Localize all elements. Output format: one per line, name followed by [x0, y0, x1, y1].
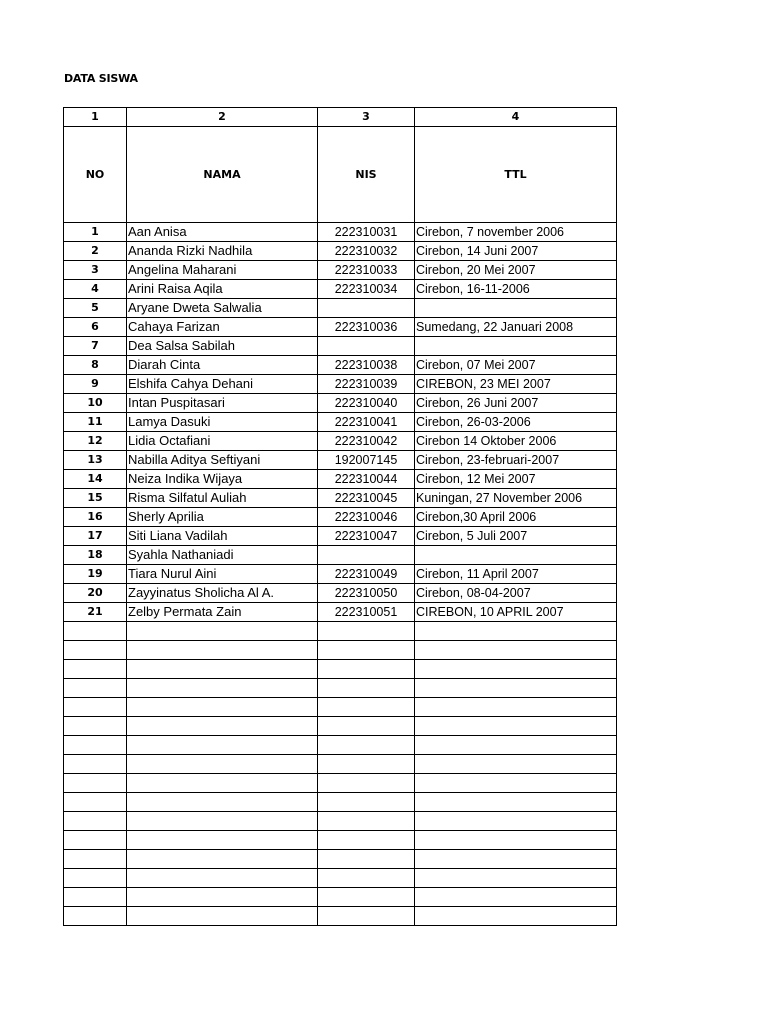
- cell-no: 13: [64, 451, 127, 470]
- cell-ttl: [415, 774, 617, 793]
- table-row: [64, 242, 617, 261]
- cell-ttl: [415, 641, 617, 660]
- table-row: [64, 337, 617, 356]
- cell-nis: 192007145: [318, 451, 415, 470]
- cell-ttl: [415, 793, 617, 812]
- cell-ttl: Cirebon, 08-04-2007: [415, 584, 617, 603]
- cell-ttl: Cirebon, 5 Juli 2007: [415, 527, 617, 546]
- cell-ttl: Cirebon, 07 Mei 2007: [415, 356, 617, 375]
- cell-nama: Zelby Permata Zain: [127, 603, 318, 622]
- table-row: [64, 413, 617, 432]
- cell-ttl: Cirebon,30 April 2006: [415, 508, 617, 527]
- cell-ttl: [415, 888, 617, 907]
- cell-nama: Ananda Rizki Nadhila: [127, 242, 318, 261]
- cell-nama: [127, 641, 318, 660]
- cell-nama: Intan Puspitasari: [127, 394, 318, 413]
- cell-ttl: Cirebon 14 Oktober 2006: [415, 432, 617, 451]
- table-row: [64, 907, 617, 926]
- cell-nis: 222310039: [318, 375, 415, 394]
- cell-ttl: CIREBON, 10 APRIL 2007: [415, 603, 617, 622]
- cell-ttl: [415, 337, 617, 356]
- cell-no: 21: [64, 603, 127, 622]
- table-row: [64, 451, 617, 470]
- cell-nis: [318, 907, 415, 926]
- header-ttl: TTL: [415, 127, 617, 223]
- cell-ttl: Cirebon, 12 Mei 2007: [415, 470, 617, 489]
- header-nis: NIS: [318, 127, 415, 223]
- table-row: [64, 660, 617, 679]
- cell-nama: Zayyinatus Sholicha Al A.: [127, 584, 318, 603]
- cell-nis: 222310033: [318, 261, 415, 280]
- table-row: [64, 622, 617, 641]
- cell-no: 18: [64, 546, 127, 565]
- cell-nama: [127, 831, 318, 850]
- table-row: [64, 736, 617, 755]
- cell-ttl: [415, 546, 617, 565]
- cell-ttl: [415, 755, 617, 774]
- cell-no: [64, 888, 127, 907]
- table-row: [64, 717, 617, 736]
- cell-no: 3: [64, 261, 127, 280]
- cell-nis: 222310041: [318, 413, 415, 432]
- cell-nama: [127, 774, 318, 793]
- table-row: [64, 641, 617, 660]
- cell-nis: [318, 755, 415, 774]
- cell-nama: Lamya Dasuki: [127, 413, 318, 432]
- cell-ttl: [415, 831, 617, 850]
- cell-no: [64, 698, 127, 717]
- cell-nama: [127, 698, 318, 717]
- cell-nis: [318, 717, 415, 736]
- cell-no: 10: [64, 394, 127, 413]
- table-row: [64, 888, 617, 907]
- cell-nama: [127, 793, 318, 812]
- table-row: [64, 508, 617, 527]
- table-row: [64, 565, 617, 584]
- table-row: [64, 375, 617, 394]
- page-title: DATA SISWA: [64, 72, 138, 85]
- cell-no: 9: [64, 375, 127, 394]
- header-row: [64, 127, 617, 223]
- cell-ttl: Kuningan, 27 November 2006: [415, 489, 617, 508]
- cell-nama: Risma Silfatul Auliah: [127, 489, 318, 508]
- cell-nama: Arini Raisa Aqila: [127, 280, 318, 299]
- cell-no: 17: [64, 527, 127, 546]
- table-row: [64, 432, 617, 451]
- cell-nis: 222310038: [318, 356, 415, 375]
- cell-nis: [318, 831, 415, 850]
- cell-no: 1: [64, 223, 127, 242]
- cell-no: [64, 679, 127, 698]
- cell-nama: Elshifa Cahya Dehani: [127, 375, 318, 394]
- cell-no: 4: [64, 280, 127, 299]
- cell-ttl: [415, 717, 617, 736]
- header-nama: NAMA: [127, 127, 318, 223]
- cell-ttl: Cirebon, 14 Juni 2007: [415, 242, 617, 261]
- cell-nis: 222310040: [318, 394, 415, 413]
- cell-no: 19: [64, 565, 127, 584]
- cell-nama: [127, 907, 318, 926]
- cell-no: [64, 907, 127, 926]
- cell-nis: [318, 888, 415, 907]
- cell-nama: Aan Anisa: [127, 223, 318, 242]
- cell-nama: Cahaya Farizan: [127, 318, 318, 337]
- cell-ttl: Cirebon, 20 Mei 2007: [415, 261, 617, 280]
- cell-nis: [318, 679, 415, 698]
- cell-nama: Siti Liana Vadilah: [127, 527, 318, 546]
- table-row: [64, 527, 617, 546]
- table-row: [64, 774, 617, 793]
- column-number-row: [64, 108, 617, 127]
- cell-nama: [127, 660, 318, 679]
- cell-nama: Neiza Indika Wijaya: [127, 470, 318, 489]
- cell-no: 6: [64, 318, 127, 337]
- cell-nis: 222310044: [318, 470, 415, 489]
- cell-nis: 222310047: [318, 527, 415, 546]
- cell-nama: [127, 622, 318, 641]
- cell-nis: [318, 774, 415, 793]
- cell-no: 7: [64, 337, 127, 356]
- table-row: [64, 812, 617, 831]
- cell-nis: [318, 622, 415, 641]
- cell-no: [64, 755, 127, 774]
- cell-no: 15: [64, 489, 127, 508]
- cell-ttl: [415, 907, 617, 926]
- table-row: [64, 470, 617, 489]
- column-number-1: 1: [64, 108, 127, 127]
- column-number-3: 3: [318, 108, 415, 127]
- cell-ttl: [415, 812, 617, 831]
- cell-ttl: [415, 299, 617, 318]
- cell-ttl: [415, 660, 617, 679]
- cell-no: [64, 660, 127, 679]
- cell-nis: [318, 641, 415, 660]
- cell-no: 16: [64, 508, 127, 527]
- cell-ttl: Cirebon, 7 november 2006: [415, 223, 617, 242]
- cell-no: 20: [64, 584, 127, 603]
- cell-ttl: Cirebon, 26 Juni 2007: [415, 394, 617, 413]
- cell-nis: [318, 337, 415, 356]
- cell-nis: 222310034: [318, 280, 415, 299]
- cell-ttl: [415, 622, 617, 641]
- cell-nama: Aryane Dweta Salwalia: [127, 299, 318, 318]
- cell-nis: [318, 812, 415, 831]
- table-row: [64, 261, 617, 280]
- cell-no: [64, 622, 127, 641]
- cell-no: [64, 850, 127, 869]
- cell-ttl: [415, 850, 617, 869]
- cell-nama: [127, 755, 318, 774]
- cell-nis: 222310050: [318, 584, 415, 603]
- cell-nama: [127, 869, 318, 888]
- cell-ttl: [415, 679, 617, 698]
- cell-no: 14: [64, 470, 127, 489]
- cell-nama: Lidia Octafiani: [127, 432, 318, 451]
- cell-nis: [318, 793, 415, 812]
- cell-ttl: [415, 736, 617, 755]
- cell-nama: Angelina Maharani: [127, 261, 318, 280]
- table-row: [64, 489, 617, 508]
- cell-nama: Syahla Nathaniadi: [127, 546, 318, 565]
- cell-nis: [318, 698, 415, 717]
- student-table: [63, 107, 617, 926]
- cell-no: 11: [64, 413, 127, 432]
- cell-nama: [127, 888, 318, 907]
- cell-no: [64, 717, 127, 736]
- cell-nama: [127, 717, 318, 736]
- table-row: [64, 280, 617, 299]
- cell-nama: Nabilla Aditya Seftiyani: [127, 451, 318, 470]
- table-row: [64, 299, 617, 318]
- cell-nama: [127, 736, 318, 755]
- cell-nama: [127, 812, 318, 831]
- cell-no: 8: [64, 356, 127, 375]
- table-row: [64, 394, 617, 413]
- cell-ttl: [415, 698, 617, 717]
- table-row: [64, 850, 617, 869]
- cell-nama: Tiara Nurul Aini: [127, 565, 318, 584]
- cell-nis: 222310046: [318, 508, 415, 527]
- table-row: [64, 603, 617, 622]
- cell-no: 5: [64, 299, 127, 318]
- cell-no: [64, 831, 127, 850]
- cell-nama: [127, 679, 318, 698]
- table-row: [64, 356, 617, 375]
- cell-nis: 222310051: [318, 603, 415, 622]
- table-row: [64, 755, 617, 774]
- table-row: [64, 698, 617, 717]
- cell-nis: [318, 546, 415, 565]
- cell-nama: Diarah Cinta: [127, 356, 318, 375]
- cell-ttl: [415, 869, 617, 888]
- cell-no: [64, 736, 127, 755]
- cell-nis: 222310032: [318, 242, 415, 261]
- cell-ttl: Cirebon, 23-februari-2007: [415, 451, 617, 470]
- cell-ttl: Cirebon, 16-11-2006: [415, 280, 617, 299]
- cell-nis: [318, 736, 415, 755]
- cell-nama: Sherly Aprilia: [127, 508, 318, 527]
- column-number-4: 4: [415, 108, 617, 127]
- table-row: [64, 584, 617, 603]
- cell-no: [64, 774, 127, 793]
- cell-no: [64, 793, 127, 812]
- cell-no: 2: [64, 242, 127, 261]
- table-row: [64, 869, 617, 888]
- column-number-2: 2: [127, 108, 318, 127]
- cell-no: 12: [64, 432, 127, 451]
- cell-nama: [127, 850, 318, 869]
- cell-nis: 222310049: [318, 565, 415, 584]
- cell-nis: 222310045: [318, 489, 415, 508]
- table-row: [64, 793, 617, 812]
- table-row: [64, 546, 617, 565]
- cell-nis: [318, 299, 415, 318]
- table-row: [64, 831, 617, 850]
- header-no: NO: [64, 127, 127, 223]
- table-row: [64, 223, 617, 242]
- cell-nis: [318, 850, 415, 869]
- cell-ttl: Sumedang, 22 Januari 2008: [415, 318, 617, 337]
- cell-ttl: Cirebon, 26-03-2006: [415, 413, 617, 432]
- cell-no: [64, 641, 127, 660]
- cell-no: [64, 869, 127, 888]
- cell-nis: [318, 660, 415, 679]
- cell-no: [64, 812, 127, 831]
- cell-ttl: CIREBON, 23 MEI 2007: [415, 375, 617, 394]
- cell-nis: 222310036: [318, 318, 415, 337]
- cell-nis: 222310042: [318, 432, 415, 451]
- table-row: [64, 679, 617, 698]
- table-row: [64, 318, 617, 337]
- cell-nis: [318, 869, 415, 888]
- cell-nama: Dea Salsa Sabilah: [127, 337, 318, 356]
- cell-nis: 222310031: [318, 223, 415, 242]
- cell-ttl: Cirebon, 11 April 2007: [415, 565, 617, 584]
